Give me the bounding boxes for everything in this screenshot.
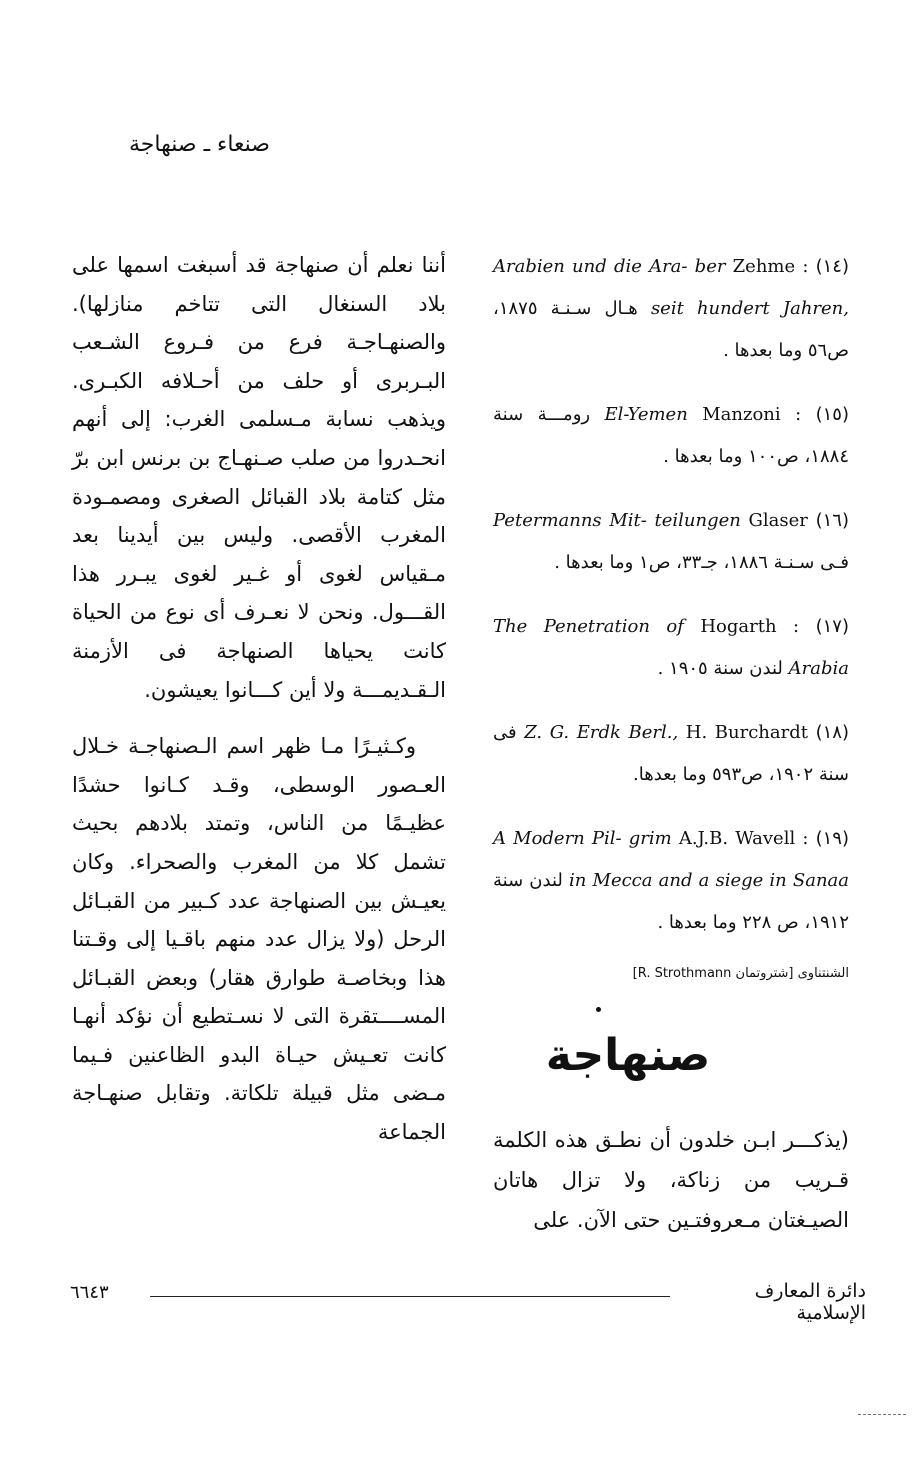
footnote-tail: فى سنة ١٩٠٢، ص٥٩٣ وما بعدها. — [493, 722, 849, 785]
footer-rule — [150, 1296, 670, 1297]
footnote-title: Petermanns Mit- teilungen — [493, 510, 741, 531]
footnote-tail: لندن سنة ١٩١٢، ص ٢٢٨ وما بعدها . — [493, 870, 849, 933]
footnote-tail: لندن سنة ١٩٠٥ . — [657, 658, 783, 679]
footnote — [493, 606, 849, 690]
footnote-title: A Modern Pil- grim in Mecca and a siege in Sanaa — [493, 828, 850, 891]
footnote-author: H. Burchardt — [685, 722, 808, 743]
footnote-number: (١٤) — [815, 256, 849, 277]
footnote — [493, 394, 849, 478]
footnote — [493, 246, 849, 372]
footnote-title: El-Yemen — [604, 404, 688, 425]
paragraph: أننا نعلم أن صنهاجة قد أسبغت اسمها على بلاد السنغال التى تتاخم منازلها). والصنهـاجـة فرع من فـروع الشـعب البـربرى أو حلف من أحـلافه الكبـرى. ويذهب نسابة مـسلمى الغرب: إلى أنهم انحـدروا من صلب صـنهـاج بن برنس ابن برّ مثل كتامة بلاد القبائل الصغرى ومصمـودة المغرب الأقصى. وليس بين أيدينا بعد مـقياس لغوى أو غـير لغوى يبـرر هذا القـــول. ونحن لا نعـرف أى نوع من الحياة كانت يحياها الصنهاجة فى الأزمنة الـقـديمـــة ولا أين كـــانوا يعيشون. — [72, 253, 446, 702]
footnote — [493, 500, 849, 584]
footnote-number: (١٥) — [815, 404, 849, 425]
footnotes-column — [493, 246, 849, 981]
footnote-tail: فـى سـنـة ١٨٨٦، جـ٣٣، ص١ وما بعدها . — [554, 552, 849, 573]
footnote-number: (١٦) — [815, 510, 849, 531]
footnote-author: Hogarth : — [700, 616, 800, 637]
entry-body: (يذكـــر ابـن خلدون أن نطـق هذه الكلمة قـريب من زناكة، ولا تزال هاتان الصيـغتان مـعروفتـين حتى الآن. على — [493, 1128, 849, 1232]
edge-mark — [858, 1414, 906, 1415]
footnote-author: Glaser — [748, 510, 808, 531]
separator-dot — [596, 1007, 601, 1012]
footnote-author: Zehme : — [732, 256, 809, 277]
footnote-title: Z. G. Erdk Berl., — [524, 722, 679, 743]
footnote-title: The Penetration of Arabia — [493, 616, 849, 679]
footnote-title: Arabien und die Ara- ber seit hundert Jahren, — [493, 256, 849, 319]
footnote-author: A.J.B. Wavell : — [678, 828, 809, 849]
author-signature: الشنتناوى [شتروتمان R. Strothmann] — [632, 966, 849, 981]
main-text-column — [72, 246, 446, 1152]
footnote-number: (١٩) — [815, 828, 849, 849]
running-head: صنعاء ـ صنهاجة — [129, 132, 270, 157]
footnote-tail: هـال سـنـة ١٨٧٥، ص٥٦ وما بعدها . — [493, 298, 849, 361]
footnote-tail: رومـــة سنة ١٨٨٤، ص١٠٠ وما بعدها . — [493, 404, 849, 467]
footer-publication: دائرة المعارف الإسلامية — [754, 1280, 866, 1324]
footnote-author: Manzoni : — [702, 404, 802, 425]
footnote-number: (١٧) — [815, 616, 849, 637]
page-number: ٦٦٤٣ — [70, 1282, 109, 1303]
paragraph: وكـثيـرًا مـا ظهر اسم الـصنهاجـة خـلال العـصور الوسطى، وقـد كـانوا حشدًا عظيـمًا من الناس، وتمتد بلادهم بحيث تشمل كلا من المغرب والصحراء. وكان يعيـش بين الصنهاجة عدد كـبير من القبـائل الرحل (ولا يزال عدد منهم باقـيا إلى وقـتنا هذا وبخاصـة طوارق هقار) وبعض القبـائل المســــتقرة التى لا نسـتطيع أن نؤكد أنهـا كانت تعـيش حيـاة البدو الظاعنين فـيما مـضى مثل قبيلة تلكاتة. وتقابل صنهـاجة الجماعة — [72, 734, 446, 1145]
footnote — [493, 712, 849, 796]
footnote-number: (١٨) — [815, 722, 849, 743]
entry-title: صنهاجة — [545, 1030, 711, 1081]
footnote — [493, 818, 849, 944]
